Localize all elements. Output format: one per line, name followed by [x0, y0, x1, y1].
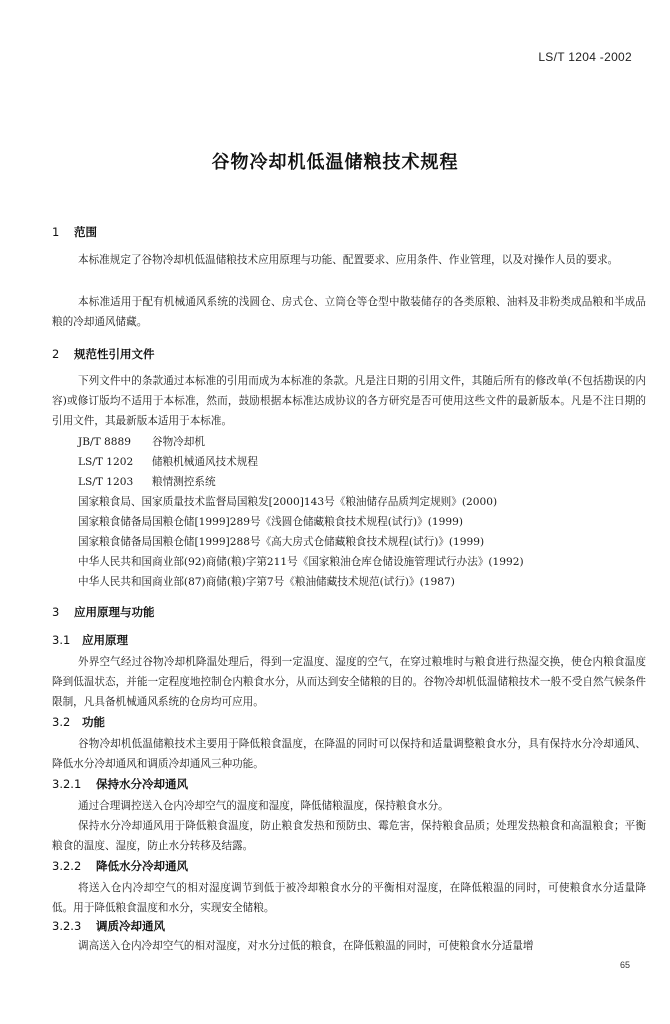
subsection-3-2-2-heading — [52, 858, 188, 874]
reference-code: JB/T 8889 — [78, 436, 131, 448]
section-number: 3 — [52, 605, 60, 619]
reference-code: LS/T 1202 — [78, 456, 134, 468]
subsection-title: 应用原理 — [82, 633, 128, 647]
subsection-3-2-1-heading — [52, 776, 188, 792]
subsection-number: 3.1 — [52, 633, 71, 647]
section-title: 范围 — [74, 225, 97, 239]
section-title: 规范性引用文件 — [74, 347, 155, 361]
reference-document: 国家粮食储备局国粮仓储[1999]288号《高大房式仓储藏粮食技术规程(试行)》(1999) — [78, 536, 485, 548]
paragraph: 本标准适用于配有机械通风系统的浅圆仓、房式仓、立筒仓等仓型中散装储存的各类原粮、油料及非粉类成品粮和半成品粮的冷却通风储藏。 — [52, 296, 646, 328]
subsection-title: 保持水分冷却通风 — [96, 777, 188, 791]
reference-document: 国家粮食局、国家质量技术监督局国粮发[2000]143号《粮油储存品质判定规则》(2000) — [78, 496, 498, 508]
section-title: 应用原理与功能 — [74, 605, 155, 619]
subsection-3-1-heading — [52, 632, 128, 648]
page-title: 谷物冷却机低温储粮技术规程 — [211, 152, 459, 173]
paragraph: 通过合理调控送入仓内冷却空气的温度和湿度，降低储粮温度，保持粮食水分。 — [78, 800, 449, 812]
subsection-3-2-heading — [52, 714, 105, 730]
subsection-3-2-3-heading — [52, 918, 165, 934]
section-1-heading — [52, 224, 97, 240]
subsection-title: 降低水分冷却通风 — [96, 859, 188, 873]
section-3-heading — [52, 604, 155, 620]
standard-code: LS/T 1204 -2002 — [538, 50, 632, 64]
subsection-number: 3.2.2 — [52, 859, 82, 873]
paragraph: 谷物冷却机低温储粮技术主要用于降低粮食温度，在降温的同时可以保持和适量调整粮食水分，具有保持水分冷却通风、降低水分冷却通风和调质冷却通风三种功能。 — [52, 738, 646, 770]
subsection-number: 3.2.3 — [52, 919, 82, 933]
paragraph: 下列文件中的条款通过本标准的引用而成为本标准的条款。凡是注日期的引用文件，其随后所有的修改单(不包括勘误的内容)或修订版均不适用于本标准，然而，鼓励根据本标准达成协议的各方研究是否可使用这些文件的最新版本。凡是不注日期的引用文件，其最新版本适用于本标准。 — [52, 375, 646, 427]
subsection-title: 调质冷却通风 — [96, 919, 165, 933]
paragraph: 保持水分冷却通风用于降低粮食温度，防止粮食发热和预防虫、霉危害，保持粮食品质；处理发热粮食和高温粮食；平衡粮食的温度、湿度，防止水分转移及结露。 — [52, 820, 646, 852]
reference-document: 中华人民共和国商业部(92)商储(粮)字第211号《国家粮油仓库仓储设施管理试行办法》(1992) — [78, 556, 524, 568]
paragraph: 本标准规定了谷物冷却机低温储粮技术应用原理与功能、配置要求、应用条件、作业管理，以及对操作人员的要求。 — [78, 254, 619, 266]
reference-name: 粮情测控系统 — [152, 476, 216, 488]
reference-code: LS/T 1203 — [78, 476, 134, 488]
section-number: 2 — [52, 347, 60, 361]
section-2-heading — [52, 346, 155, 362]
section-number: 1 — [52, 225, 60, 239]
reference-name: 储粮机械通风技术规程 — [152, 456, 258, 468]
subsection-title: 功能 — [82, 715, 105, 729]
reference-item — [78, 452, 258, 472]
subsection-number: 3.2 — [52, 715, 71, 729]
subsection-number: 3.2.1 — [52, 777, 82, 791]
reference-name: 谷物冷却机 — [152, 436, 205, 448]
reference-item — [78, 472, 216, 492]
paragraph: 外界空气经过谷物冷却机降温处理后，得到一定温度、湿度的空气，在穿过粮堆时与粮食进行热湿交换，使仓内粮食温度降到低温状态，并能一定程度地控制仓内粮食水分，从而达到安全储粮的目的。谷物冷却机低温储粮技术一般不受自然气候条件限制，凡具备机械通风系统的仓房均可应用。 — [52, 656, 646, 708]
reference-document: 国家粮食储备局国粮仓储[1999]289号《浅圆仓储藏粮食技术规程(试行)》(1999) — [78, 516, 463, 528]
paragraph: 调高送入仓内冷却空气的相对湿度，对水分过低的粮食，在降低粮温的同时，可使粮食水分适量增 — [78, 940, 534, 952]
page-number: 65 — [619, 960, 630, 970]
reference-document: 中华人民共和国商业部(87)商储(粮)字第7号《粮油储藏技术规范(试行)》(1987) — [78, 576, 455, 588]
reference-item — [78, 432, 205, 452]
paragraph: 将送入仓内冷却空气的相对湿度调节到低于被冷却粮食水分的平衡相对湿度，在降低粮温的同时，可使粮食水分适量降低。用于降低粮食温度和水分，实现安全储粮。 — [52, 882, 646, 914]
